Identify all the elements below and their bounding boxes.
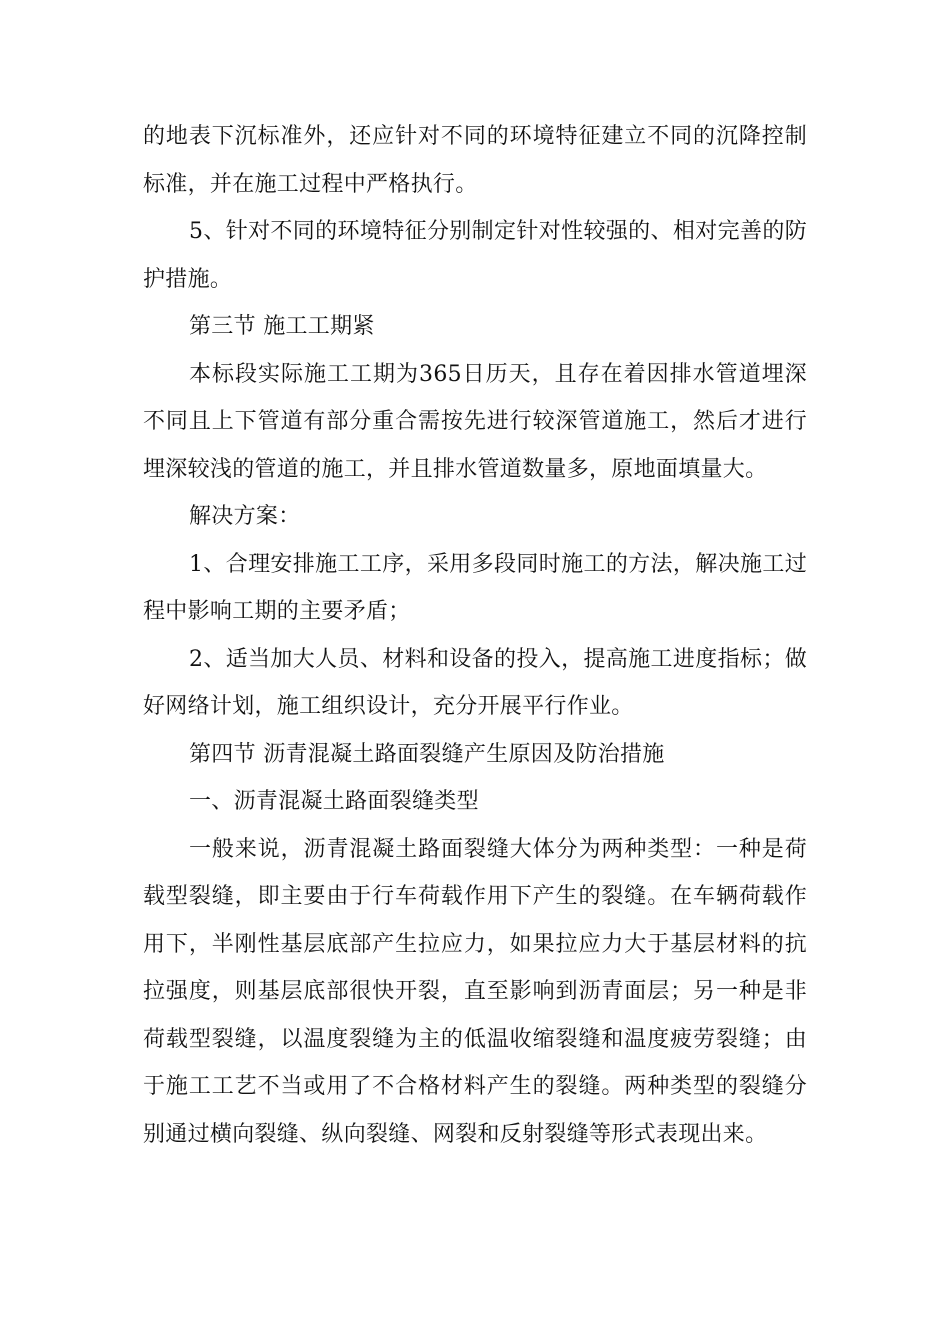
- paragraph-item-5: 5、针对不同的环境特征分别制定针对性较强的、相对完善的防护措施。: [143, 219, 807, 292]
- paragraph-schedule: 本标段实际施工工期为365日历天，且存在着因排水管道埋深不同且上下管道有部分重合需按先进行较深管道施工，然后才进行埋深较浅的管道的施工，并且排水管道数量多，原地面填量大。: [143, 361, 807, 482]
- section-heading-4: 第四节 沥青混凝土路面裂缝产生原因及防治措施: [189, 741, 665, 767]
- paragraph-crack-types: 一般来说，沥青混凝土路面裂缝大体分为两种类型：一种是荷载型裂缝，即主要由于行车荷载作用下产生的裂缝。在车辆荷载作用下，半刚性基层底部产生拉应力，如果拉应力大于基层材料的抗拉强度，则基层底部很快开裂，直至影响到沥青面层；另一种是非荷载型裂缝，以温度裂缝为主的低温收缩裂缝和温度疲劳裂缝；由于施工工艺不当或用了不合格材料产生的裂缝。两种类型的裂缝分别通过横向裂缝、纵向裂缝、网裂和反射裂缝等形式表现出来。: [143, 836, 807, 1147]
- paragraph-item-2: 2、适当加大人员、材料和设备的投入，提高施工进度指标；做好网络计划，施工组织设计，充分开展平行作业。: [143, 646, 807, 719]
- section-heading-3: 第三节 施工工期紧: [189, 314, 375, 339]
- document-body: [143, 113, 807, 1158]
- paragraph-solution-label: 解决方案：: [189, 504, 301, 529]
- paragraph-item-1: 1、合理安排施工工序，采用多段同时施工的方法，解决施工过程中影响工期的主要矛盾；: [143, 551, 807, 624]
- paragraph-continuation: 的地表下沉标准外，还应针对不同的环境特征建立不同的沉降控制标准，并在施工过程中严格执行。: [143, 124, 807, 197]
- subsection-heading-1: 一、沥青混凝土路面裂缝类型: [189, 789, 479, 814]
